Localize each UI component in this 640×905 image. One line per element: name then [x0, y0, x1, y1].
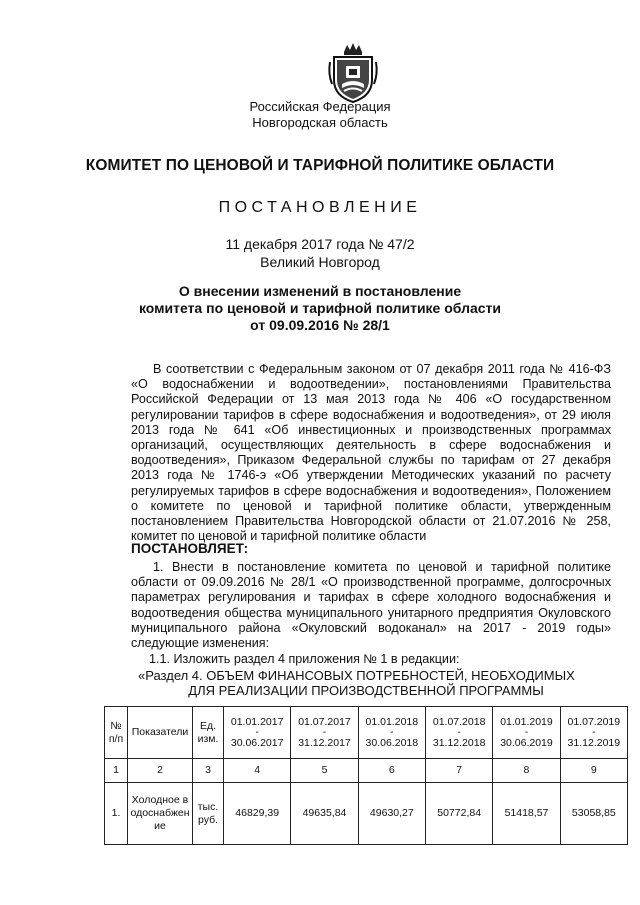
period-dash: -: [255, 726, 259, 738]
item-1-text: 1. Внести в постановление комитета по ценовой и тарифной политике области от 09.09.2016 № 28/1 «О производственной программе, долгосрочных параметрах регулирования и тарифах в сфере холодного водоснабжения и водоотведения общества муниципального унитарного предприятия Окуловского муниципального района «Окуловский водоканал» на 2017 - 2019 годы» следующие изменения:: [131, 560, 611, 651]
header-indicator: Показатели: [128, 707, 193, 759]
row-value: 46829,39: [224, 783, 291, 845]
row-value: 49635,84: [291, 783, 358, 845]
period-dash: -: [592, 726, 596, 738]
colnum-cell: 3: [193, 759, 224, 783]
period-to: 31.12.2018: [432, 736, 486, 749]
section-title-line-2: ДЛЯ РЕАЛИЗАЦИИ ПРОИЗВОДСТВЕННОЙ ПРОГРАММЫ: [188, 683, 544, 698]
table-row: [105, 783, 628, 845]
period-from: 01.07.2018: [432, 715, 486, 728]
item-1-1: [149, 652, 609, 667]
colnum-cell: 8: [493, 759, 560, 783]
period-dash: -: [457, 726, 461, 738]
header-period-3: [358, 707, 425, 759]
header-period-2: [291, 707, 358, 759]
row-value: 51418,57: [493, 783, 560, 845]
region-label: Новгородская область: [252, 115, 388, 130]
preamble: [131, 362, 611, 544]
committee-title: КОМИТЕТ ПО ЦЕНОВОЙ И ТАРИФНОЙ ПОЛИТИКЕ ОБЛАСТИ: [85, 157, 555, 174]
colnum-cell: 5: [291, 759, 358, 783]
period-from: 01.01.2019: [500, 715, 553, 728]
subject-line-2: комитета по ценовой и тарифной политике области: [138, 300, 502, 316]
table-colnum-row: [105, 759, 628, 783]
item-1-1-text: 1.1. Изложить раздел 4 приложения № 1 в редакции:: [149, 652, 460, 666]
row-unit: тыс. руб.: [193, 783, 224, 845]
period-from: 01.07.2017: [298, 715, 351, 728]
header-period-1: [224, 707, 291, 759]
row-value: 49630,27: [358, 783, 425, 845]
period-to: 30.06.2019: [500, 736, 553, 749]
period-dash: -: [524, 726, 529, 738]
colnum-cell: 7: [425, 759, 492, 783]
date-number: 11 декабря 2017 года № 47/2: [225, 236, 415, 252]
coat-of-arms-icon: [326, 42, 380, 104]
period-to: 30.06.2018: [365, 736, 419, 749]
period-from: 01.01.2018: [365, 715, 419, 728]
row-indicator: Холодное водоснабжение: [128, 783, 193, 845]
country-label: Российская Федерация: [249, 99, 391, 114]
period-from: 01.01.2017: [230, 715, 284, 728]
header-period-4: [425, 707, 492, 759]
document-type: ПОСТАНОВЛЕНИЕ: [218, 199, 422, 216]
header-period-5: [493, 707, 560, 759]
colnum-cell: 2: [128, 759, 193, 783]
resolves-heading: ПОСТАНОВЛЯЕТ:: [131, 541, 249, 556]
colnum-cell: 9: [560, 759, 627, 783]
colnum-cell: 1: [105, 759, 128, 783]
table-header-row: [105, 707, 628, 759]
row-value: 53058,85: [560, 783, 627, 845]
period-to: 31.12.2017: [298, 736, 351, 749]
row-value: 50772,84: [425, 783, 492, 845]
colnum-cell: 4: [224, 759, 291, 783]
item-1: [131, 560, 611, 651]
subject-line-3: от 09.09.2016 № 28/1: [250, 317, 390, 333]
period-to: 30.06.2017: [230, 736, 284, 749]
financial-needs-table: [104, 706, 628, 845]
header-num: № п/п: [105, 707, 128, 759]
row-num: 1.: [105, 783, 128, 845]
period-dash: -: [390, 726, 394, 738]
period-dash: -: [322, 726, 327, 738]
section-title-line-1: «Раздел 4. ОБЪЕМ ФИНАНСОВЫХ ПОТРЕБНОСТЕЙ, НЕОБХОДИМЫХ: [138, 668, 575, 683]
subject-line-1: О внесении изменений в постановление: [178, 283, 462, 299]
period-from: 01.07.2019: [567, 715, 621, 728]
header-period-6: [560, 707, 627, 759]
preamble-text: В соответствии с Федеральным законом от 07 декабря 2011 года № 416-ФЗ «О водоснабжении и водоотведении», постановлениями Правительства Российской Федерации от 13 мая 2013 года № 406 «О государственном регулировании тарифов в сфере водоснабжения и водоотведения», от 29 июля 2013 года № 641 «Об инвестиционных и производственных программах организаций, осуществляющих деятельность в сфере водоснабжения и водоотведения», Приказом Федеральной службы по тарифам от 27 декабря 2013 года № 1746-э «Об утверждении Методических указаний по расчету регулируемых тарифов в сфере водоснабжения и водоотведения», Положением о комитете по ценовой и тарифной политике области, утвержденным постановлением Правительства Новгородской области от 21.07.2016 № 258, комитет по ценовой и тарифной политике области: [131, 362, 611, 544]
header-unit: Ед. изм.: [193, 707, 224, 759]
colnum-cell: 6: [358, 759, 425, 783]
period-to: 31.12.2019: [567, 736, 621, 749]
city: Великий Новгород: [260, 254, 380, 270]
